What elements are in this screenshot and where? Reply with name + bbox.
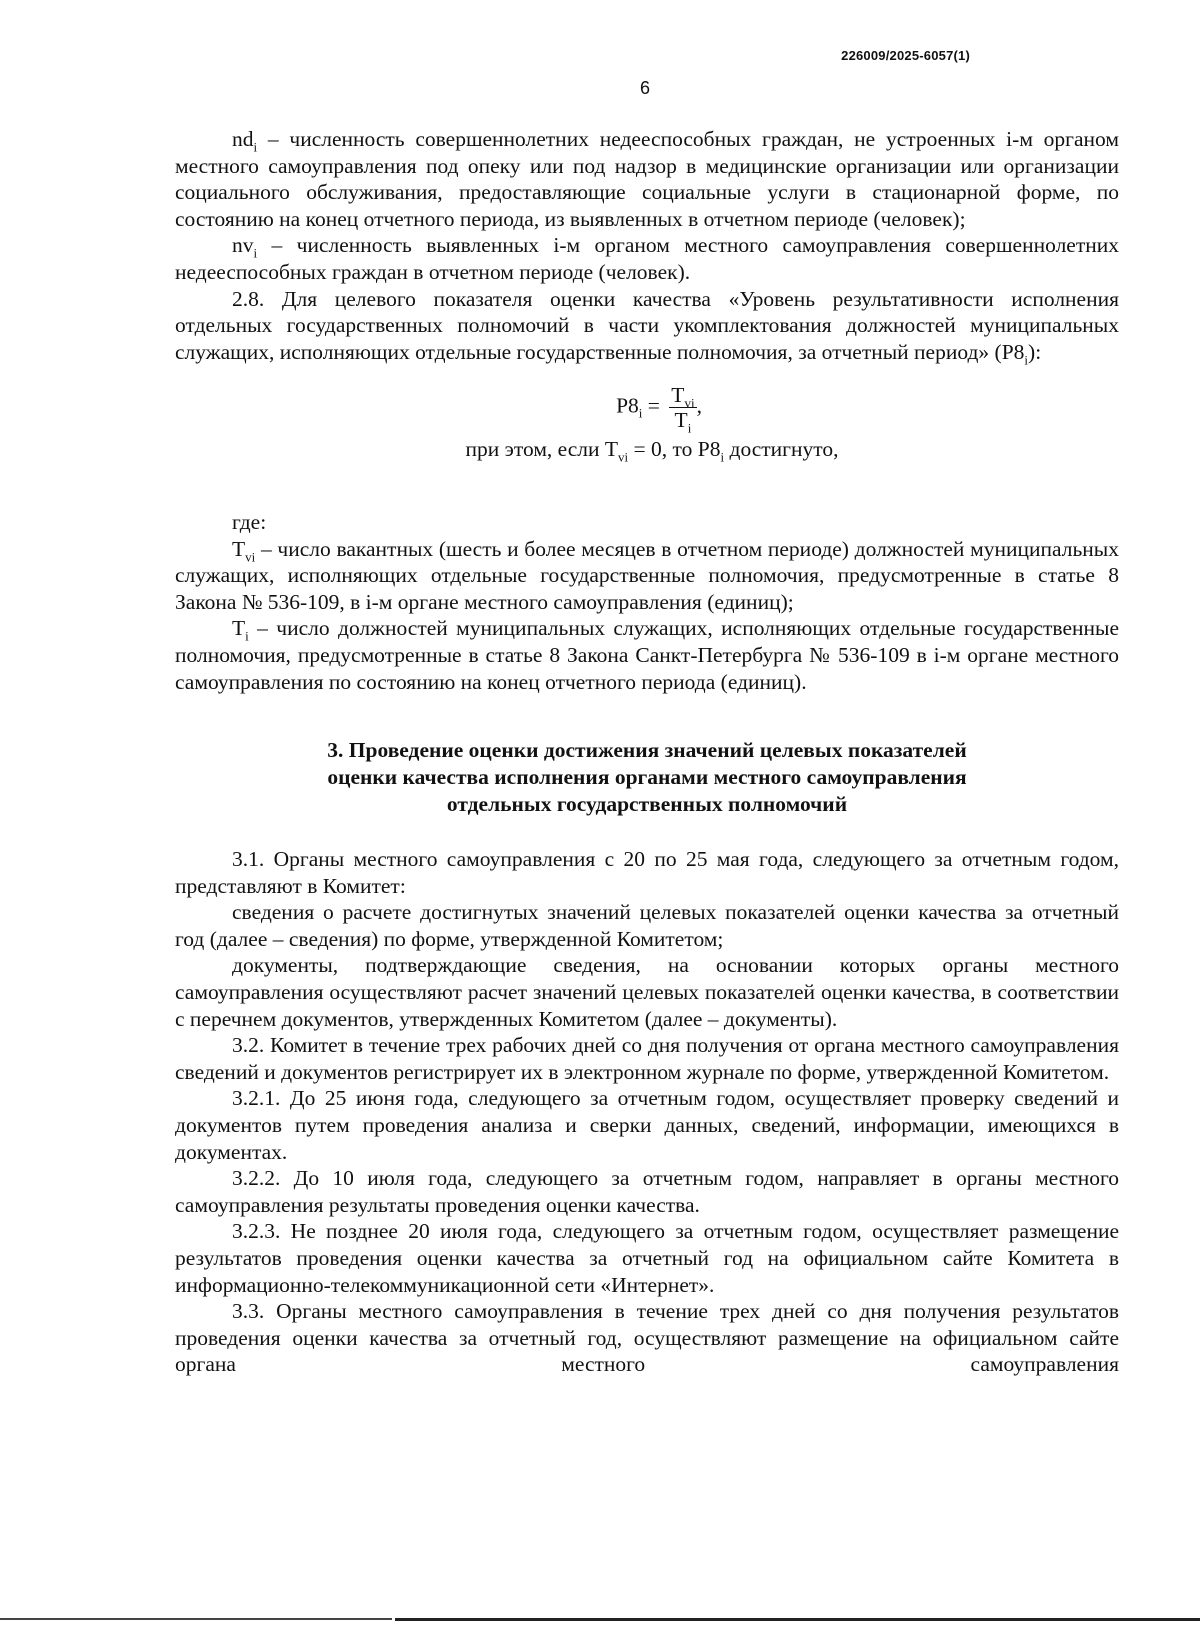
paragraph-2-8-sub: i — [1024, 352, 1029, 368]
item-3-1-docs: документы, подтверждающие сведения, на основании которых органы местного самоуправления осуществляют расчет значений целевых показателей оценки качества, в соответствии с перечнем документов, утвержденных Комитетом (далее – документы). — [175, 953, 1119, 1031]
paragraph-2-8-tail: ): — [1028, 339, 1042, 364]
section-3-title — [175, 737, 1119, 818]
formula-lhs: P8 — [616, 393, 639, 418]
page-number: 6 — [639, 78, 650, 98]
item-3-2: 3.2. Комитет в течение трех рабочих дней со дня получения от органа местного самоуправления сведений и документов регистрирует их в электронном журнале по форме, утвержденной Комитетом. — [175, 1033, 1119, 1084]
var-t-sub: i — [245, 628, 249, 644]
where-label: где: — [232, 509, 267, 534]
definition-tv — [175, 536, 1119, 616]
item-3-2-2: 3.2.2. До 10 июля года, следующего за отчетным годом, направляет в органы местного самоуправления результаты проведения оценки качества. — [175, 1166, 1119, 1217]
definition-nv-text: – численность выявленных i-м органом местного самоуправления совершеннолетних недееспособных граждан в отчетном периоде (человек). — [175, 233, 1119, 284]
formula-fraction — [669, 383, 696, 436]
definition-t-text: – число должностей муниципальных служащих, исполняющих отдельные государственные полномочия, предусмотренные в статье 8 Закона Санкт-Петербурга № 536-109 в i-м органе местного самоуправления по состоянию на конец отчетного периода (единиц). — [175, 616, 1119, 694]
var-nv-sub: i — [253, 245, 258, 261]
var-t: T — [232, 616, 246, 641]
item-3-1-info: сведения о расчете достигнутых значений целевых показателей оценки качества за отчетный год (далее – сведения) по форме, утвержденной Комитетом; — [175, 900, 1119, 951]
paragraph-2-8-text: 2.8. Для целевого показателя оценки качества «Уровень результативности исполнения отдельных государственных полномочий в части укомплектования должностей муниципальных служащих, исполняющих отдельные государственные полномочия, за отчетный период» (P8 — [175, 286, 1119, 364]
denominator-var: T — [674, 408, 688, 433]
document-body — [175, 126, 1119, 1378]
formula-p8 — [175, 383, 1119, 436]
var-nd-sub: i — [253, 139, 258, 155]
definition-nd-text: – численность совершеннолетних недееспособных граждан, не устроенных i-м органом местного самоуправления под опеку или под надзор в медицинские организации или организации социального обслуживания, предоставляющие социальные услуги в стационарной форме, по состоянию на конец отчетного периода, из выявленных в отчетном периоде (человек); — [175, 127, 1119, 231]
var-nv: nv — [232, 233, 254, 258]
item-3-3: 3.3. Органы местного самоуправления в течение трех дней со дня получения результатов проведения оценки качества за отчетный год, осуществляют размещение на официальном сайте органа местного самоуправления — [175, 1299, 1119, 1377]
definition-nv — [175, 232, 1119, 285]
formula-denominator — [669, 408, 696, 436]
definition-tv-text: – число вакантных (шесть и более месяцев в отчетном периоде) должностей муниципальных служащих, исполняющих отдельные государственные полномочия, предусмотренные в статье 8 Закона № 536-109, в i-м органе местного самоуправления (единиц); — [175, 536, 1119, 614]
numerator-sub: vi — [684, 395, 695, 411]
paragraph-2-8 — [175, 286, 1119, 366]
document-id: 226009/2025-6057(1) — [841, 48, 970, 63]
var-tv-sub: vi — [245, 548, 256, 564]
condition-sub: vi — [618, 449, 629, 465]
denominator-sub: i — [687, 420, 692, 436]
item-3-1: 3.1. Органы местного самоуправления с 20 по 25 мая года, следующего за отчетным годом, представляют в Комитет: — [175, 847, 1119, 898]
definition-nd — [175, 126, 1119, 232]
formula-lhs-sub: i — [638, 406, 643, 422]
definition-t — [175, 615, 1119, 695]
formula-equals: = — [642, 393, 666, 418]
section-3-title-line-2: оценки качества исполнения органами местного самоуправления — [327, 765, 967, 790]
section-3-title-line-3: отдельных государственных полномочий — [446, 792, 848, 817]
condition-prefix: при этом, если T — [465, 437, 619, 462]
condition-sub2: i — [720, 449, 725, 465]
item-3-2-1: 3.2.1. До 25 июня года, следующего за отчетным годом, осуществляет проверку сведений и документов путем проведения анализа и сверки данных, сведений, информации, имеющихся в документах. — [175, 1086, 1119, 1164]
formula-comma: , — [696, 393, 702, 418]
var-nd: nd — [232, 127, 254, 151]
var-tv: T — [232, 536, 246, 561]
item-3-2-3: 3.2.3. Не позднее 20 июля года, следующего за отчетным годом, осуществляет размещение результатов проведения оценки качества за отчетный год на официальном сайте Комитета в информационно-телекоммуникационной сети «Интернет». — [175, 1219, 1119, 1297]
formula-condition — [175, 436, 1119, 463]
formula-numerator — [669, 383, 696, 411]
condition-mid: = 0, то P8 — [628, 437, 721, 462]
condition-suffix: достигнуто, — [724, 437, 839, 462]
numerator-var: T — [671, 383, 685, 408]
spacer — [175, 463, 1119, 509]
scan-edge-line — [395, 1618, 1200, 1621]
section-3-title-line-1: 3. Проведение оценки достижения значений целевых показателей — [327, 738, 967, 763]
scan-edge-line-left — [0, 1618, 392, 1620]
